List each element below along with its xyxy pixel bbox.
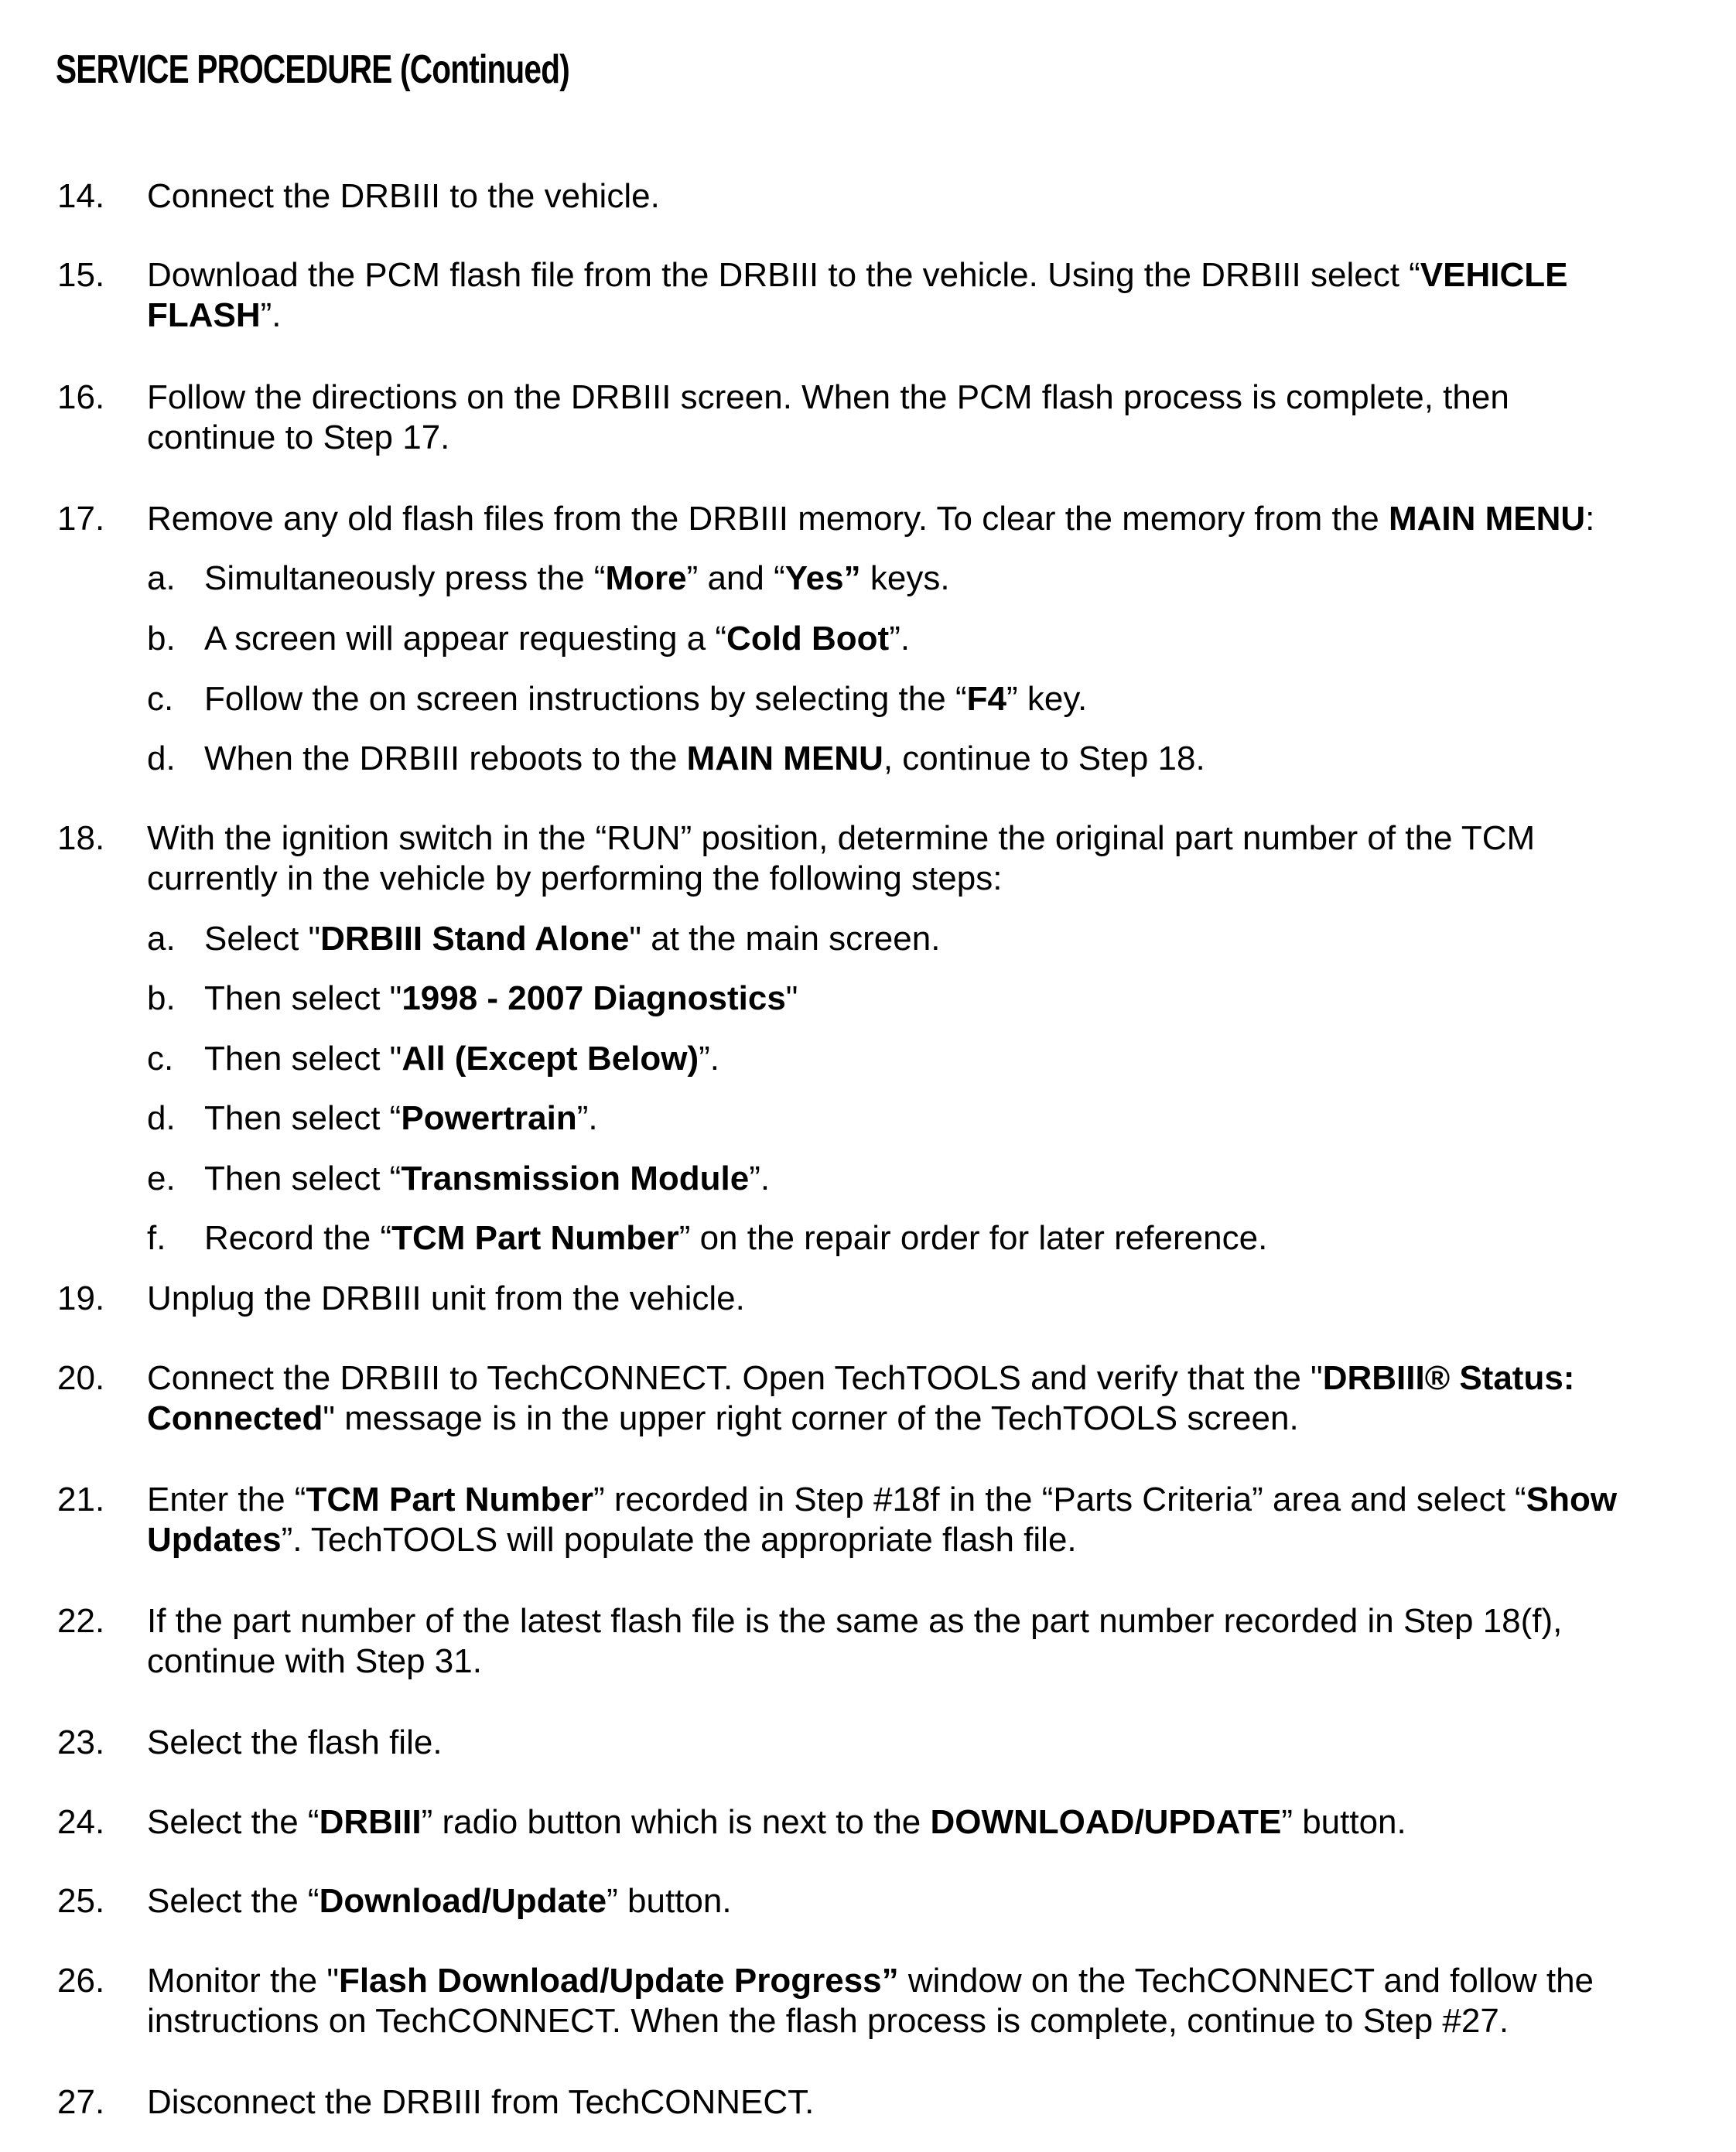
step-text-line-1: If the part number of the latest flash file is the same as the part number recorded in Step 18(f), bbox=[147, 1602, 1563, 1640]
substep-text: When the DRBIII reboots to the MAIN MENU, continue to Step 18. bbox=[204, 740, 1205, 777]
substep-letter: c. bbox=[147, 680, 174, 718]
substep-letter: a. bbox=[147, 920, 176, 958]
step-text-line-1: Monitor the "Flash Download/Update Progress” window on the TechCONNECT and follow the bbox=[147, 1962, 1594, 2000]
step-text-line-1: With the ignition switch in the “RUN” position, determine the original part number of the TCM bbox=[147, 819, 1536, 857]
step-number: 25. bbox=[57, 1882, 105, 1920]
step-text-line-2: FLASH”. bbox=[147, 296, 282, 334]
step-text: Select the flash file. bbox=[147, 1723, 443, 1761]
step-text: Unplug the DRBIII unit from the vehicle. bbox=[147, 1279, 745, 1317]
substep-text: Select "DRBIII Stand Alone" at the main screen. bbox=[204, 920, 941, 958]
step-text-line-1: Download the PCM flash file from the DRBIII to the vehicle. Using the DRBIII select “VEHICLE bbox=[147, 256, 1568, 294]
step-number: 20. bbox=[57, 1359, 105, 1397]
substep-text: Follow the on screen instructions by selecting the “F4” key. bbox=[204, 680, 1088, 718]
step-number: 23. bbox=[57, 1723, 105, 1761]
step-number: 27. bbox=[57, 2083, 105, 2121]
step-text-line-1: Connect the DRBIII to TechCONNECT. Open TechTOOLS and verify that the "DRBIII® Status: bbox=[147, 1359, 1575, 1397]
step-text: Connect the DRBIII to the vehicle. bbox=[147, 177, 660, 215]
substep-text: Simultaneously press the “More” and “Yes” keys. bbox=[204, 559, 950, 597]
step-number: 14. bbox=[57, 177, 105, 215]
step-text-line-2: currently in the vehicle by performing the following steps: bbox=[147, 859, 1003, 897]
step-number: 26. bbox=[57, 1962, 105, 2000]
substep-text: Then select “Transmission Module”. bbox=[204, 1160, 771, 1197]
step-text: Select the “Download/Update” button. bbox=[147, 1882, 732, 1920]
substep-text: Then select "1998 - 2007 Diagnostics" bbox=[204, 979, 798, 1017]
step-number: 21. bbox=[57, 1481, 105, 1518]
step-text-line-2: Connected" message is in the upper right corner of the TechTOOLS screen. bbox=[147, 1399, 1299, 1437]
step-text-line-1: Follow the directions on the DRBIII screen. When the PCM flash process is complete, then bbox=[147, 378, 1509, 416]
substep-letter: d. bbox=[147, 740, 176, 777]
step-text: Remove any old flash files from the DRBIII memory. To clear the memory from the MAIN MENU: bbox=[147, 500, 1595, 538]
step-text-line-2: instructions on TechCONNECT. When the flash process is complete, continue to Step #27. bbox=[147, 2002, 1509, 2040]
substep-letter: d. bbox=[147, 1099, 176, 1137]
step-number: 17. bbox=[57, 500, 105, 538]
substep-text: Then select “Powertrain”. bbox=[204, 1099, 598, 1137]
step-number: 24. bbox=[57, 1803, 105, 1841]
substep-letter: e. bbox=[147, 1160, 176, 1197]
substep-letter: b. bbox=[147, 979, 176, 1017]
step-number: 22. bbox=[57, 1602, 105, 1640]
substep-text: A screen will appear requesting a “Cold Boot”. bbox=[204, 620, 911, 658]
substep-text: Record the “TCM Part Number” on the repair order for later reference. bbox=[204, 1219, 1268, 1257]
substep-letter: c. bbox=[147, 1040, 174, 1078]
substep-letter: b. bbox=[147, 620, 176, 658]
step-number: 16. bbox=[57, 378, 105, 416]
substep-text: Then select "All (Except Below)”. bbox=[204, 1040, 720, 1078]
step-text-line-2: continue with Step 31. bbox=[147, 1642, 482, 1680]
step-text-line-2: continue to Step 17. bbox=[147, 418, 450, 456]
page-title: SERVICE PROCEDURE (Continued) bbox=[56, 47, 569, 92]
substep-letter: a. bbox=[147, 559, 176, 597]
step-number: 19. bbox=[57, 1279, 105, 1317]
step-text-line-2: Updates”. TechTOOLS will populate the appropriate flash file. bbox=[147, 1521, 1077, 1559]
step-text: Select the “DRBIII” radio button which is next to the DOWNLOAD/UPDATE” button. bbox=[147, 1803, 1406, 1841]
step-number: 15. bbox=[57, 256, 105, 294]
step-text: Disconnect the DRBIII from TechCONNECT. bbox=[147, 2083, 815, 2121]
step-number: 18. bbox=[57, 819, 105, 857]
substep-letter: f. bbox=[147, 1219, 166, 1257]
step-text-line-1: Enter the “TCM Part Number” recorded in Step #18f in the “Parts Criteria” area and select “Show bbox=[147, 1481, 1618, 1518]
